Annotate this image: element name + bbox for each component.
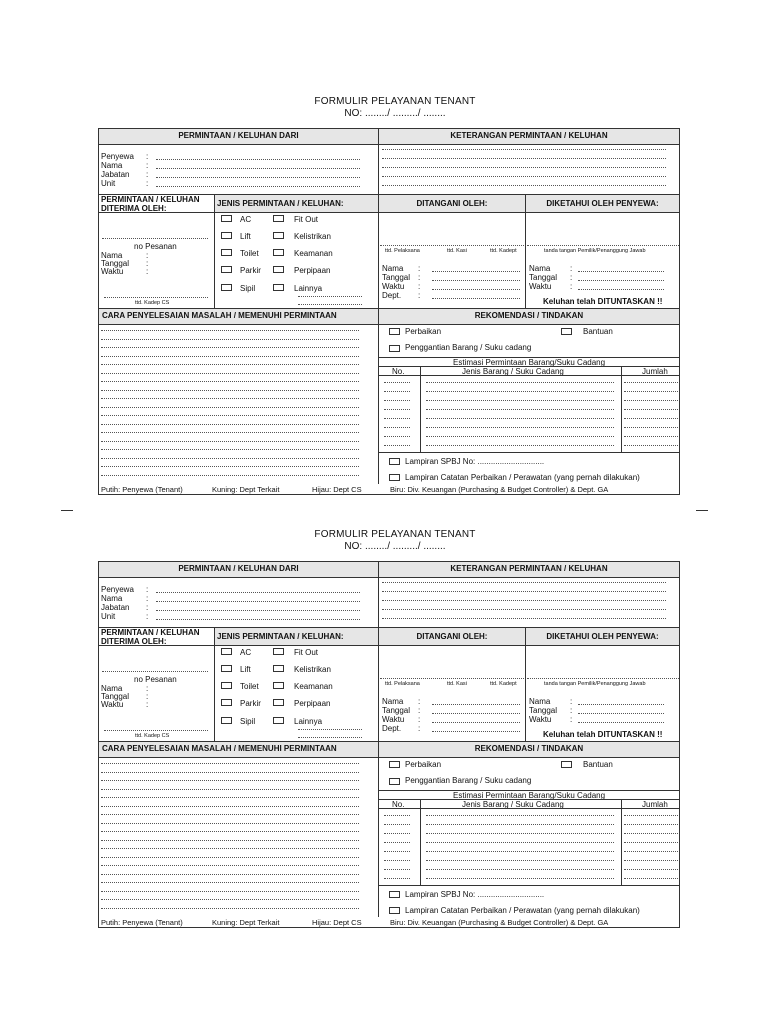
header-request-type: JENIS PERMINTAAN / KELUHAN: [215,195,378,212]
label-received-date: Tanggal [101,259,130,268]
footer-blue: Biru: Div. Keuangan (Purchasing & Budget Controller) & Dept. GA [390,485,609,494]
ack-time-field[interactable] [578,722,664,723]
label-lift: Lift [240,665,251,674]
colon: : [570,706,573,715]
resolution-line[interactable] [101,407,359,408]
colon: : [418,715,421,724]
estimate-item-cell[interactable] [426,391,614,392]
label-handled-time: Waktu [382,715,405,724]
estimate-qty-cell[interactable] [624,851,678,852]
resolution-line[interactable] [101,840,359,841]
estimate-qty-cell[interactable] [624,400,678,401]
label-received-name: Nama [101,684,123,693]
form-number: NO: ......../ ........./ ........ [344,108,446,119]
label-ac: AC [240,215,252,224]
colon: : [570,264,573,273]
estimate-no-cell[interactable] [384,382,410,383]
label-position: Jabatan [101,603,130,612]
header-request-type: JENIS PERMINTAAN / KELUHAN: [215,628,378,645]
resolution-line[interactable] [101,415,359,416]
estimate-item-cell[interactable] [426,878,614,879]
resolution-line[interactable] [101,364,359,365]
colon: : [418,291,421,300]
colon: : [146,259,149,268]
estimate-no-cell[interactable] [384,851,410,852]
label-handled-time: Waktu [382,282,405,291]
checkbox-replacement[interactable] [389,778,400,785]
label-sign-kasi: ttd. Kasi [447,248,467,254]
handled-date-field[interactable] [432,280,520,281]
colon: : [418,282,421,291]
label-tenant: Penyewa [101,152,134,161]
resolution-line[interactable] [101,823,359,824]
checkbox-kelistrikan[interactable] [273,232,284,239]
label-help: Bantuan [583,327,613,336]
notes-line[interactable] [382,609,666,610]
resolved-note: Keluhan telah DITUNTASKAN !! [543,297,663,306]
label-spbj: Lampiran SPBJ No: .............................. [405,457,545,466]
estimate-item-cell[interactable] [426,382,614,383]
resolution-line[interactable] [101,899,359,900]
header-resolution: CARA PENYELESAIAN MASALAH / MEMENUHI PERMINTAAN [99,309,378,324]
checkbox-fit-out[interactable] [273,215,284,222]
checkbox-lift[interactable] [221,665,232,672]
colon: : [570,697,573,706]
checkbox-spbj[interactable] [389,891,400,898]
tenant-field[interactable] [156,592,360,593]
form-title: FORMULIR PELAYANAN TENANT [314,529,476,540]
label-ack-name: Nama [529,264,551,273]
unit-field[interactable] [156,186,360,187]
ack-date-field[interactable] [578,713,664,714]
checkbox-parkir[interactable] [221,699,232,706]
label-perpipaan: Perpipaan [294,699,331,708]
estimate-item-cell[interactable] [426,833,614,834]
colon: : [146,179,149,188]
name-field[interactable] [156,601,360,602]
handled-by-signature[interactable] [380,245,524,246]
colon: : [146,612,149,621]
label-sign-kadep-cs: ttd. Kadep CS [135,300,170,306]
estimate-no-cell[interactable] [384,427,410,428]
colon: : [570,715,573,724]
resolution-line[interactable] [101,891,359,892]
lainnya-field[interactable] [298,304,362,305]
label-spbj: Lampiran SPBJ No: .............................. [405,890,545,899]
colon: : [418,264,421,273]
handled-name-field[interactable] [432,704,520,705]
label-sipil: Sipil [240,284,256,293]
checkbox-fit-out[interactable] [273,648,284,655]
ack-name-field[interactable] [578,271,664,272]
estimate-qty-cell[interactable] [624,878,678,879]
ack-name-field[interactable] [578,704,664,705]
header-request-from: PERMINTAAN / KELUHAN DARI [99,129,378,144]
label-ack-time: Waktu [529,282,552,291]
checkbox-perpipaan[interactable] [273,266,284,273]
label-handled-dept: Dept. [382,724,402,733]
estimate-no-cell[interactable] [384,869,410,870]
estimate-title: Estimasi Permintaan Barang/Suku Cadang [453,791,606,800]
handled-time-field[interactable] [432,289,520,290]
estimate-qty-cell[interactable] [624,815,678,816]
label-unit: Unit [101,612,116,621]
estimate-qty-cell[interactable] [624,427,678,428]
lainnya-field[interactable] [298,729,362,730]
estimate-qty-cell[interactable] [624,869,678,870]
estimate-item-cell[interactable] [426,869,614,870]
header-resolution: CARA PENYELESAIAN MASALAH / MEMENUHI PERMINTAAN [99,742,378,757]
resolution-line[interactable] [101,848,359,849]
estimate-item-cell[interactable] [426,860,614,861]
footer-white: Putih: Penyewa (Tenant) [101,918,183,927]
checkbox-lainnya[interactable] [273,284,284,291]
owner-signature[interactable] [527,678,679,679]
footer-white: Putih: Penyewa (Tenant) [101,485,183,494]
position-field[interactable] [156,177,360,178]
header-request-notes: KETERANGAN PERMINTAAN / KELUHAN [379,562,679,577]
label-handled-date: Tanggal [382,706,411,715]
estimate-no-cell[interactable] [384,842,410,843]
notes-line[interactable] [382,167,666,168]
ack-time-field[interactable] [578,289,664,290]
form-title: FORMULIR PELAYANAN TENANT [314,96,476,107]
colon: : [570,282,573,291]
estimate-no-cell[interactable] [384,824,410,825]
label-received-time: Waktu [101,700,124,709]
estimate-no-cell[interactable] [384,409,410,410]
notes-line[interactable] [382,591,666,592]
estimate-no-cell[interactable] [384,815,410,816]
name-field[interactable] [156,168,360,169]
header-acknowledged-by: DIKETAHUI OLEH PENYEWA: [526,628,679,645]
col-qty: Jumlah [642,800,668,809]
label-sign-kasi: ttd. Kasi [447,681,467,687]
label-fit-out: Fit Out [294,215,319,224]
resolution-line[interactable] [101,356,359,357]
resolution-line[interactable] [101,373,359,374]
label-lift: Lift [240,232,251,241]
resolution-line[interactable] [101,831,359,832]
estimate-item-cell[interactable] [426,418,614,419]
label-toilet: Toilet [240,682,259,691]
position-field[interactable] [156,610,360,611]
label-handled-date: Tanggal [382,273,411,282]
label-ack-name: Nama [529,697,551,706]
resolution-line[interactable] [101,882,359,883]
notes-line[interactable] [382,149,666,150]
colon: : [418,724,421,733]
received-by-signature[interactable] [102,238,208,239]
label-repair: Perbaikan [405,327,442,336]
handled-time-field[interactable] [432,722,520,723]
colon: : [146,161,149,170]
label-handled-name: Nama [382,697,404,706]
label-ac: AC [240,648,252,657]
estimate-no-cell[interactable] [384,391,410,392]
colon: : [418,697,421,706]
checkbox-parkir[interactable] [221,266,232,273]
estimate-no-cell[interactable] [384,418,410,419]
label-history: Lampiran Catatan Perbaikan / Perawatan (yang pernah dilakukan) [405,906,640,915]
col-item: Jenis Barang / Suku Cadang [462,800,564,809]
label-received-time: Waktu [101,267,124,276]
header-handled-by: DITANGANI OLEH: [379,628,525,645]
label-keamanan: Keamanan [294,682,333,691]
owner-signature[interactable] [527,245,679,246]
estimate-item-cell[interactable] [426,824,614,825]
estimate-qty-cell[interactable] [624,860,678,861]
label-sign-kadept: ttd. Kadept [490,248,517,254]
estimate-title: Estimasi Permintaan Barang/Suku Cadang [453,358,606,367]
checkbox-sipil[interactable] [221,284,232,291]
checkbox-lift[interactable] [221,232,232,239]
resolution-line[interactable] [101,797,359,798]
lainnya-field[interactable] [298,296,362,297]
estimate-no-cell[interactable] [384,833,410,834]
handled-dept-field[interactable] [432,298,520,299]
service-form-2 [0,433,768,927]
resolution-line[interactable] [101,874,359,875]
tenant-field[interactable] [156,159,360,160]
colon: : [418,706,421,715]
header-received-by [99,195,214,212]
footer-yellow: Kuning: Dept Terkait [212,918,280,927]
resolution-line[interactable] [101,390,359,391]
label-handled-name: Nama [382,264,404,273]
resolution-line[interactable] [101,424,359,425]
notes-line[interactable] [382,176,666,177]
label-sign-owner: tanda tangan Pemilik/Penanggung Jawab [544,248,646,254]
label-sign-executor: ttd. Pelaksana [385,681,420,687]
resolution-line[interactable] [101,865,359,866]
estimate-item-cell[interactable] [426,400,614,401]
header-recommendation: REKOMENDASI / TINDAKAN [379,742,679,757]
label-order-no: no Pesanan [134,675,177,684]
label-toilet: Toilet [240,249,259,258]
checkbox-help[interactable] [561,761,572,768]
checkbox-ac[interactable] [221,215,232,222]
label-order-no: no Pesanan [134,242,177,251]
header-received-by-line1: PERMINTAAN / KELUHAN [101,195,200,204]
resolution-line[interactable] [101,814,359,815]
footer-green: Hijau: Dept CS [312,918,362,927]
estimate-item-cell[interactable] [426,427,614,428]
estimate-qty-cell[interactable] [624,824,678,825]
header-received-by-line1: PERMINTAAN / KELUHAN [101,628,200,637]
resolution-line[interactable] [101,330,359,331]
estimate-item-cell[interactable] [426,409,614,410]
colon: : [146,170,149,179]
label-handled-dept: Dept. [382,291,402,300]
label-parkir: Parkir [240,266,261,275]
colon: : [146,684,149,693]
notes-line[interactable] [382,185,666,186]
checkbox-replacement[interactable] [389,345,400,352]
received-by-signature[interactable] [102,671,208,672]
estimate-qty-cell[interactable] [624,833,678,834]
resolution-line[interactable] [101,780,359,781]
label-help: Bantuan [583,760,613,769]
resolution-line[interactable] [101,789,359,790]
footer-blue: Biru: Div. Keuangan (Purchasing & Budget Controller) & Dept. GA [390,918,609,927]
header-request-notes: KETERANGAN PERMINTAAN / KELUHAN [379,129,679,144]
checkbox-lainnya[interactable] [273,717,284,724]
resolution-line[interactable] [101,772,359,773]
label-received-date: Tanggal [101,692,130,701]
label-sign-kadep-cs: ttd. Kadep CS [135,733,170,739]
checkbox-ac[interactable] [221,648,232,655]
label-keamanan: Keamanan [294,249,333,258]
unit-field[interactable] [156,619,360,620]
estimate-no-cell[interactable] [384,878,410,879]
label-name: Nama [101,161,123,170]
checkbox-keamanan[interactable] [273,682,284,689]
colon: : [146,267,149,276]
checkbox-kelistrikan[interactable] [273,665,284,672]
checkbox-repair[interactable] [389,328,400,335]
handled-by-signature[interactable] [380,678,524,679]
colon: : [570,273,573,282]
label-sign-executor: ttd. Pelaksana [385,248,420,254]
label-replacement: Penggantian Barang / Suku cadang [405,343,532,352]
resolution-line[interactable] [101,763,359,764]
header-request-from: PERMINTAAN / KELUHAN DARI [99,562,378,577]
label-lainnya: Lainnya [294,717,323,726]
colon: : [146,692,149,701]
header-received-by [99,628,214,645]
notes-line[interactable] [382,600,666,601]
checkbox-help[interactable] [561,328,572,335]
colon: : [146,585,149,594]
label-sign-owner: tanda tangan Pemilik/Penanggung Jawab [544,681,646,687]
resolution-line[interactable] [101,857,359,858]
handled-name-field[interactable] [432,271,520,272]
colon: : [146,251,149,260]
notes-line[interactable] [382,158,666,159]
checkbox-sipil[interactable] [221,717,232,724]
checkbox-perpipaan[interactable] [273,699,284,706]
label-repair: Perbaikan [405,760,442,769]
label-ack-date: Tanggal [529,706,558,715]
label-ack-time: Waktu [529,715,552,724]
colon: : [146,603,149,612]
ack-date-field[interactable] [578,280,664,281]
estimate-item-cell[interactable] [426,842,614,843]
service-form-1 [0,0,768,494]
label-parkir: Parkir [240,699,261,708]
col-item: Jenis Barang / Suku Cadang [462,367,564,376]
label-kelistrikan: Kelistrikan [294,232,331,241]
label-name: Nama [101,594,123,603]
footer-yellow: Kuning: Dept Terkait [212,485,280,494]
estimate-no-cell[interactable] [384,860,410,861]
colon: : [146,700,149,709]
label-perpipaan: Perpipaan [294,266,331,275]
label-tenant: Penyewa [101,585,134,594]
colon: : [418,273,421,282]
resolved-note: Keluhan telah DITUNTASKAN !! [543,730,663,739]
lainnya-field[interactable] [298,737,362,738]
header-received-by-line2: DITERIMA OLEH: [101,204,167,213]
col-qty: Jumlah [642,367,668,376]
estimate-qty-cell[interactable] [624,842,678,843]
estimate-qty-cell[interactable] [624,391,678,392]
header-acknowledged-by: DIKETAHUI OLEH PENYEWA: [526,195,679,212]
header-recommendation: REKOMENDASI / TINDAKAN [379,309,679,324]
checkbox-keamanan[interactable] [273,249,284,256]
label-kelistrikan: Kelistrikan [294,665,331,674]
resolution-line[interactable] [101,398,359,399]
resolution-line[interactable] [101,339,359,340]
kadep-cs-signature[interactable] [104,297,208,298]
estimate-qty-cell[interactable] [624,418,678,419]
header-received-by-line2: DITERIMA OLEH: [101,637,167,646]
notes-line[interactable] [382,582,666,583]
checkbox-repair[interactable] [389,761,400,768]
label-position: Jabatan [101,170,130,179]
estimate-item-cell[interactable] [426,851,614,852]
footer-green: Hijau: Dept CS [312,485,362,494]
colon: : [146,594,149,603]
col-no: No. [392,367,405,376]
resolution-line[interactable] [101,347,359,348]
checkbox-toilet[interactable] [221,249,232,256]
label-lainnya: Lainnya [294,284,323,293]
colon: : [146,152,149,161]
checkbox-toilet[interactable] [221,682,232,689]
estimate-item-cell[interactable] [426,815,614,816]
resolution-line[interactable] [101,908,359,909]
label-sipil: Sipil [240,717,256,726]
label-replacement: Penggantian Barang / Suku cadang [405,776,532,785]
estimate-qty-cell[interactable] [624,382,678,383]
handled-dept-field[interactable] [432,731,520,732]
resolution-line[interactable] [101,381,359,382]
label-sign-kadept: ttd. Kadept [490,681,517,687]
col-no: No. [392,800,405,809]
kadep-cs-signature[interactable] [104,730,208,731]
estimate-no-cell[interactable] [384,400,410,401]
label-fit-out: Fit Out [294,648,319,657]
estimate-qty-cell[interactable] [624,409,678,410]
label-received-name: Nama [101,251,123,260]
label-history: Lampiran Catatan Perbaikan / Perawatan (yang pernah dilakukan) [405,473,640,482]
label-ack-date: Tanggal [529,273,558,282]
notes-line[interactable] [382,618,666,619]
form-number: NO: ......../ ........./ ........ [344,541,446,552]
header-handled-by: DITANGANI OLEH: [379,195,525,212]
handled-date-field[interactable] [432,713,520,714]
resolution-line[interactable] [101,806,359,807]
checkbox-history[interactable] [389,907,400,914]
label-unit: Unit [101,179,116,188]
